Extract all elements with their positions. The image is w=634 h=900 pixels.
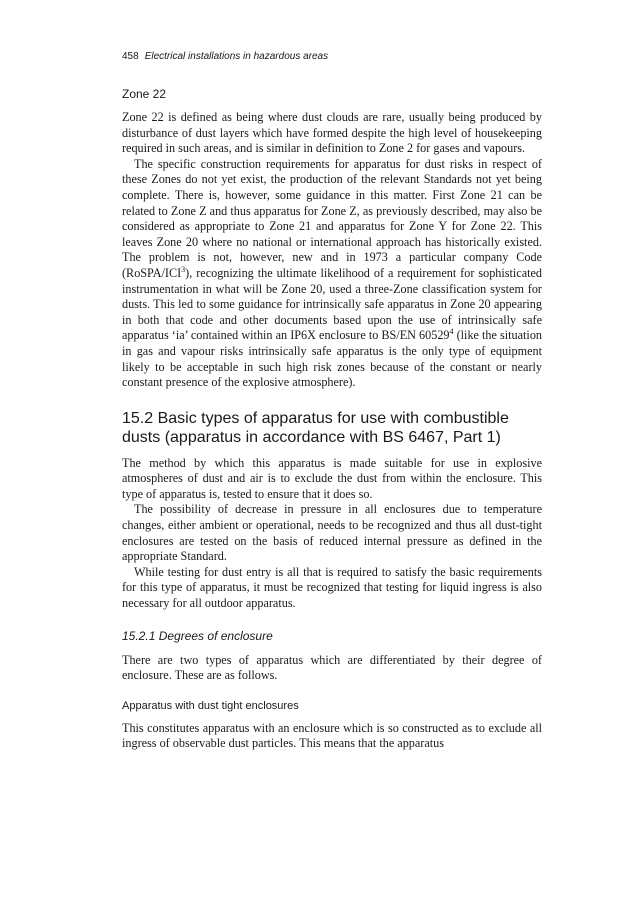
footnote-ref-3: 3 [181, 264, 186, 274]
pressure-paragraph: The possibility of decrease in pressure in all enclosures due to temperature changes, either ambient or operational, needs to be recognized and thus all dust-tight enclosures are tested on the basis of reduced internal pressure as defined in the appropriate Standard. [122, 502, 542, 564]
footnote-ref-4: 4 [449, 327, 454, 337]
zone-22-heading: Zone 22 [122, 87, 167, 101]
book-title: Electrical installations in hazardous areas [144, 51, 329, 62]
testing-paragraph: While testing for dust entry is all that is required to satisfy the basic requirements for this type of apparatus, it must be recognized that testing for liquid ingress is also necessary for all outdoor apparatus. [122, 564, 542, 611]
book-page [122, 50, 542, 752]
page-number: 458 [122, 51, 139, 62]
degrees-paragraph: There are two types of apparatus which are differentiated by their degree of enclosure. These are as follows. [122, 652, 542, 683]
section-15-2-1-heading: 15.2.1 Degrees of enclosure [122, 628, 273, 643]
method-paragraph: The method by which this apparatus is made suitable for use in explosive atmospheres of dust and air is to exclude the dust from within the enclosure. This type of apparatus is, tested to ensure that it does so. [122, 455, 542, 501]
zone-22-paragraph: Zone 22 is defined as being where dust clouds are rare, usually being produced by disturbance of dust layers which have formed despite the high level of housekeeping required in such areas, and is similar in definition to Zone 2 for gases and vapours. [122, 110, 542, 156]
section-15-2-heading: 15.2 Basic types of apparatus for use with combustible dusts (apparatus in accordance with BS 6467, Part 1) [122, 409, 509, 446]
paragraph-text: The specific construction requirements for apparatus for dust risks in respect of these Zones do not yet exist, the production of the relevant Standards not yet being complete. There is, however, some guidance in this matter. First Zone 21 can be related to Zone Z and thus apparatus for Zone Z, as previously described, may also be considered as appropriate to Zone 21 and apparatus for Zone Y for Zone 22. This leaves Zone 20 where no national or international approach has historically existed. The problem is not, however, new and in 1973 a particular company Code (RoSPA/ICI [122, 156, 542, 280]
dust-tight-paragraph: This constitutes apparatus with an enclosure which is so constructed as to exclude all ingress of observable dust particles. This means that the apparatus [122, 720, 542, 751]
paragraph-text: (like the situation in gas and vapour risks intrinsically safe apparatus is the only type of equipment likely to be acceptable in such high risk zones because of the constant or nearly constant presence of the explosive atmosphere). [122, 328, 543, 390]
construction-requirements-paragraph [122, 157, 542, 391]
running-head [122, 50, 542, 64]
dust-tight-heading: Apparatus with dust tight enclosures [122, 699, 299, 712]
paragraph-text: ), recognizing the ultimate likelihood of a requirement for sophisticated instrumentation in what will be Zone 20, used a three-Zone classification system for dusts. This led to some guidance for intrinsically safe apparatus in Zone 20 appearing in both that code and other documents based upon the use of intrinsically safe apparatus ‘ia’ contained within an IP6X enclosure to BS/EN 60529 [122, 265, 542, 343]
